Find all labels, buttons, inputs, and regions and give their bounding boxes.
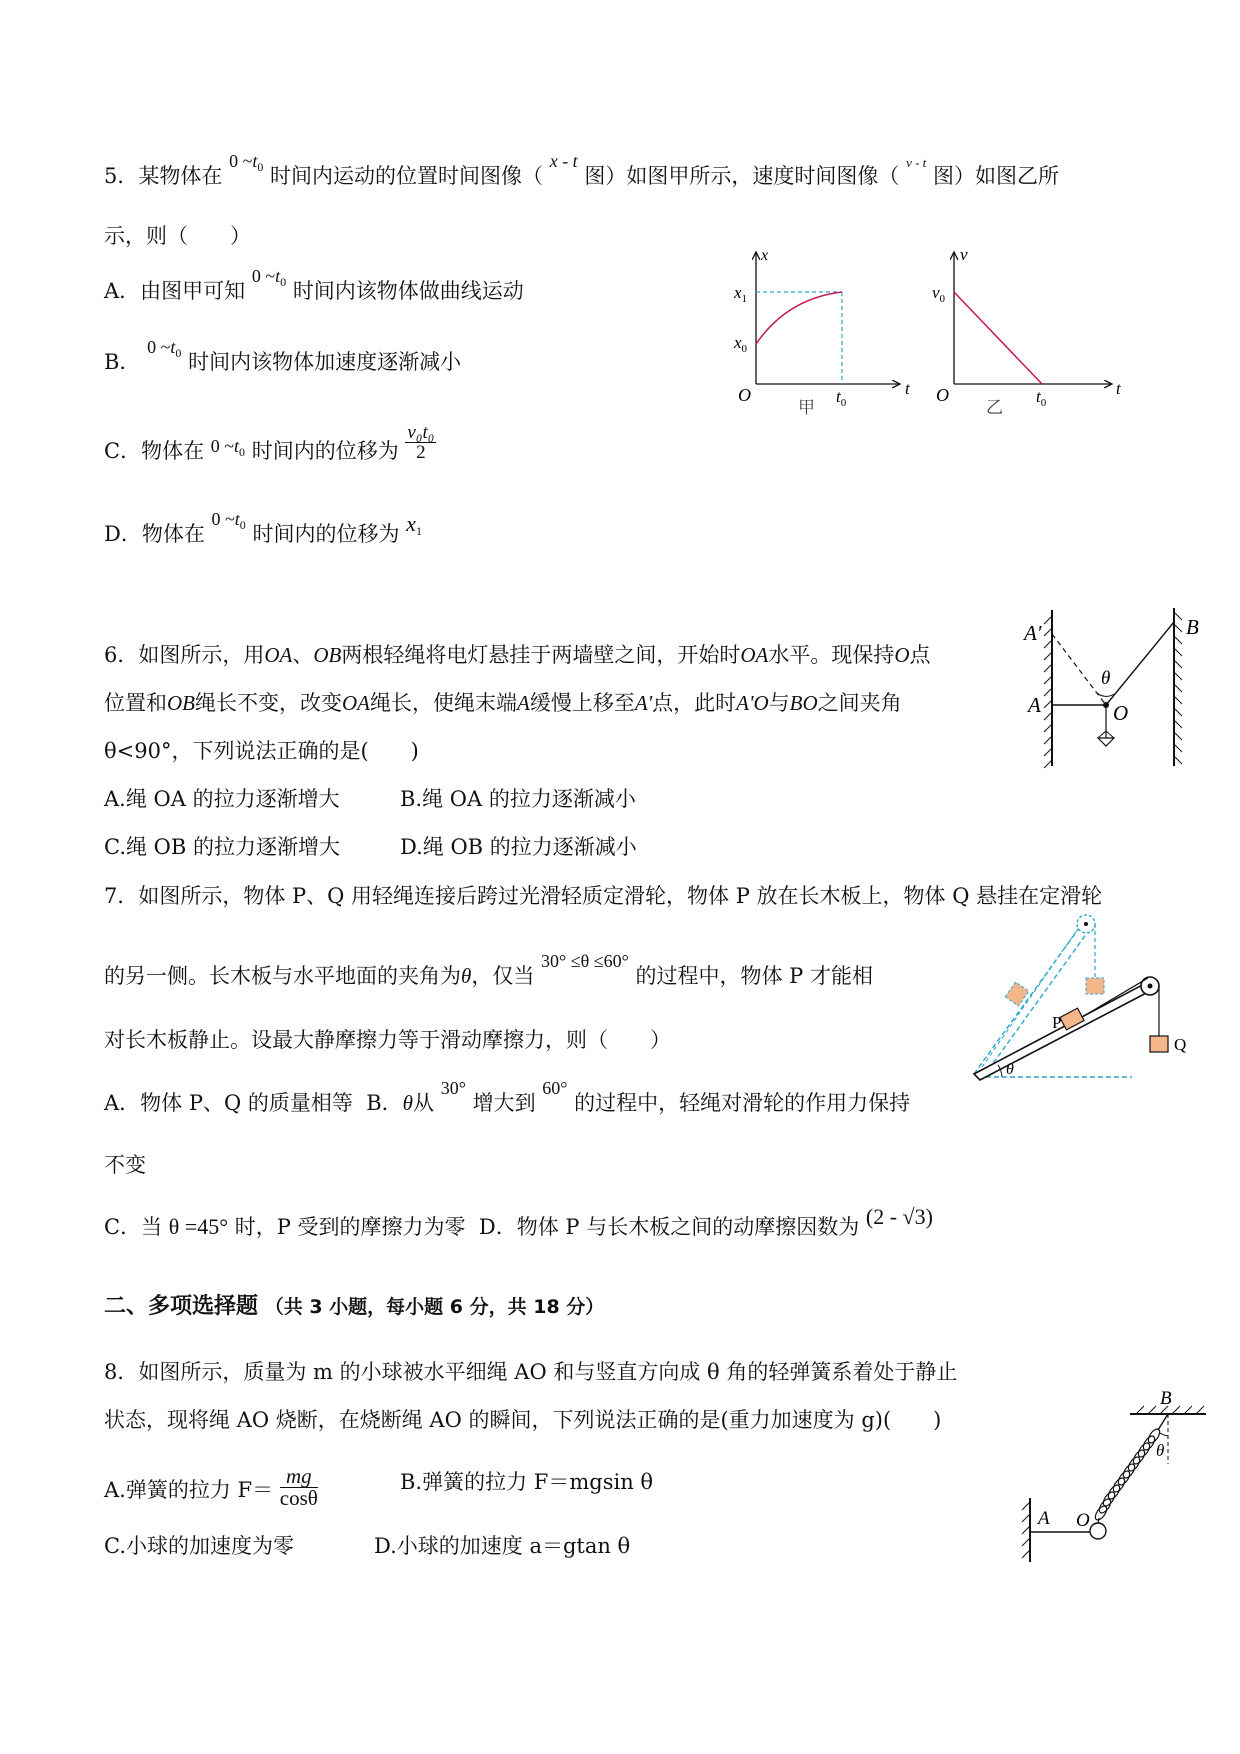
q6-label-b: B bbox=[1186, 615, 1199, 639]
q6-label-o: O bbox=[1113, 701, 1129, 725]
q7-line3: 对长木板静止。设最大静摩擦力等于滑动摩擦力，则（ ） bbox=[104, 1028, 671, 1052]
q8-option-b: B.弹簧的拉力 F＝mgsin θ bbox=[400, 1470, 654, 1494]
q5-option-a: A．由图甲可知 0 $\sim t_0$ 时间内该物体做曲线运动 bbox=[104, 266, 524, 303]
q5-option-b: B． 0 $\sim t_0$ 时间内该物体加速度逐渐减小 bbox=[104, 337, 462, 374]
graph-a-caption: 甲 bbox=[798, 398, 815, 416]
q5-option-d: D．物体在 0 $\sim t_0$ 时间内的位移为 x1 bbox=[104, 509, 422, 546]
q6-line3: θ<90°，下列说法正确的是( ) bbox=[104, 739, 419, 763]
q5-c-numerator: v₀t₀ bbox=[407, 422, 435, 443]
q8-option-c: C.小球的加速度为零 bbox=[104, 1534, 294, 1558]
graph-a-y-label: x bbox=[761, 247, 769, 264]
q7-label-theta: θ bbox=[1006, 1061, 1014, 1078]
q7-option-c-d: C．当 θ =45° 时，P 受到的摩擦力为零 D．物体 P 与长木板之间的动摩擦因数为 (2 - √3) bbox=[104, 1204, 933, 1239]
q5-xt: x - t bbox=[549, 151, 578, 171]
section2-heading bbox=[104, 1296, 604, 1318]
section2-note: （共 3 小题，每小题 6 分，共 18 分） bbox=[264, 1296, 605, 1318]
q8-option-d: D.小球的加速度 a＝gtan θ bbox=[374, 1534, 631, 1558]
graph-b-x-label: t bbox=[1116, 379, 1121, 398]
q5-graph-vt bbox=[932, 246, 1132, 416]
q6-label-a: A bbox=[1028, 693, 1041, 717]
graph-b-caption: 乙 bbox=[986, 398, 1003, 416]
q8-label-theta: θ bbox=[1156, 1441, 1165, 1460]
q7-angle-range: 30° ≤θ ≤60° bbox=[541, 951, 629, 971]
q6-option-b: B.绳 OA 的拉力逐渐减小 bbox=[400, 787, 636, 811]
svg-text:t0: $t_0$ bbox=[1036, 387, 1047, 409]
q6-option-a: A.绳 OA 的拉力逐渐增大 bbox=[104, 787, 340, 811]
q8-line2: 状态，现将绳 AO 烧断，在烧断绳 AO 的瞬间，下列说法正确的是(重力加速度为 g)( ) bbox=[104, 1408, 942, 1432]
svg-text:t0: $t_0$ bbox=[836, 387, 847, 409]
q7-label-p: P bbox=[1052, 1013, 1062, 1032]
q8-label-b: B bbox=[1160, 1388, 1172, 1409]
q8-option-a: A.弹簧的拉力 F＝ $\frac{mg}{\cos\theta}$ bbox=[104, 1464, 318, 1510]
q7-label-q: Q bbox=[1174, 1035, 1187, 1054]
q5-line2: 示，则（ ） bbox=[104, 224, 251, 248]
q5-option-c: C．物体在 0 $\sim t_0$ 时间内的位移为 $\frac{\text{v₀t₀}}{2}$ bbox=[104, 422, 435, 463]
q6-line2: 位置和OB绳长不变，改变OA绳长，使绳末端A缓慢上移至A'点，此时A'O与BO之间夹角 bbox=[104, 691, 902, 715]
q6-label-ap: A′ bbox=[1024, 621, 1042, 645]
graph-a-origin: O bbox=[738, 385, 751, 405]
q5-range: 0 $\sim t_0$ bbox=[229, 151, 264, 174]
svg-text:v0: $v_0$ bbox=[932, 283, 946, 305]
q8-label-a: A bbox=[1038, 1508, 1050, 1529]
q6-option-c: C.绳 OB 的拉力逐渐增大 bbox=[104, 835, 340, 859]
q8-a-denominator: cosθ bbox=[279, 1486, 318, 1510]
q7-option-a-b: A．物体 P、Q 的质量相等 B．θ从 30° 增大到 60° 的过程中，轻绳对滑轮的作用力保持 bbox=[104, 1078, 911, 1115]
graph-a-x-label: t bbox=[905, 379, 910, 398]
q6-label-theta: θ bbox=[1101, 668, 1111, 689]
q8-label-o: O bbox=[1076, 1510, 1090, 1531]
q8-a-numerator: mg bbox=[280, 1466, 318, 1488]
svg-text:x0: $x_0$ bbox=[734, 333, 748, 355]
q7-figure bbox=[962, 914, 1212, 1084]
q7-option-b-cont: 不变 bbox=[104, 1153, 146, 1177]
q8-line1: 8．如图所示，质量为 m 的小球被水平细绳 AO 和与竖直方向成 θ 角的轻弹簧系着处于静止 bbox=[104, 1360, 958, 1384]
q5-graph-xt bbox=[730, 246, 920, 416]
q6-option-d: D.绳 OB 的拉力逐渐减小 bbox=[400, 835, 637, 859]
q6-line1: 6．如图所示，用OA、OB两根轻绳将电灯悬挂于两墙壁之间，开始时OA水平。现保持O点 bbox=[104, 643, 931, 667]
q7-c-equation: θ =45° bbox=[168, 1214, 229, 1239]
svg-text:x1: $x_1$ bbox=[734, 283, 748, 305]
q5-vt: v - t bbox=[906, 155, 927, 170]
graph-b-origin: O bbox=[936, 385, 949, 405]
q7-line1: 7．如图所示，物体 P、Q 用轻绳连接后跨过光滑轻质定滑轮，物体 P 放在长木板上，物体 Q 悬挂在定滑轮 bbox=[104, 884, 1103, 908]
q5-c-denominator: 2 bbox=[416, 442, 426, 463]
q7-d-value: (2 - √3) bbox=[865, 1204, 933, 1229]
q6-figure bbox=[1016, 604, 1210, 774]
q5-line1: 5．某物体在 0 $\sim t_0$ 时间内运动的位置时间图像（ x - t 图）如图甲所示，速度时间图像（ $^{v - t}$ 图）如图乙所 bbox=[104, 151, 1059, 188]
graph-b-y-label: v bbox=[960, 246, 968, 264]
q7-line2: 的另一侧。长木板与水平地面的夹角为θ，仅当 30° ≤θ ≤60° 的过程中，物体 P 才能相 bbox=[104, 951, 873, 988]
q8-figure bbox=[1010, 1384, 1210, 1564]
section2-title: 二、多项选择题 bbox=[104, 1294, 259, 1319]
